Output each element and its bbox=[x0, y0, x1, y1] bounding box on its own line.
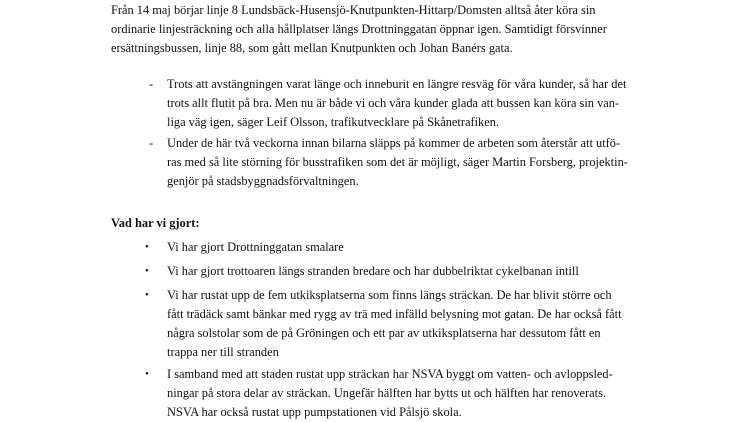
list-line: I samband med att staden rustat upp sträckan har NSVA byggt om vatten- och avloppsled- bbox=[167, 367, 613, 381]
list-line: NSVA har också rustat upp pumpstationen vid Pålsjö skola. bbox=[167, 405, 462, 419]
list-item-text bbox=[167, 365, 717, 422]
quote-line: Under de här två veckorna innan bilarna släpps på kommer de arbeten som återstår att utfö- bbox=[167, 136, 621, 150]
intro-line: Från 14 maj börjar linje 8 Lundsbäck-Husensjö-Knutpunkten-Hittarp/Domsten alltså åter köra sin bbox=[111, 3, 596, 17]
section-heading: Vad har vi gjort: bbox=[111, 216, 200, 230]
bullet-marker: • bbox=[145, 241, 149, 253]
list-line: ningar på stora delar av sträckan. Ungefär hälften har bytts ut och hälften har renoverats. bbox=[167, 386, 606, 400]
list-line: Vi har gjort Drottninggatan smalare bbox=[167, 240, 344, 254]
list-item-text bbox=[167, 238, 717, 257]
list-item-text bbox=[167, 286, 717, 362]
bullet-marker: • bbox=[145, 368, 149, 380]
quote-line: genjör på stadsbyggnadsförvaltningen. bbox=[167, 174, 359, 188]
bullet-marker: • bbox=[145, 265, 149, 277]
quote-line: Trots att avstängningen varat länge och inneburit en längre resväg för våra kunder, så har det bbox=[167, 77, 627, 91]
list-line: några solstolar som de på Gröningen och ett par av utkiksplatserna har dessutom fått en bbox=[167, 326, 601, 340]
bullet-marker: • bbox=[145, 289, 149, 301]
dash-marker: - bbox=[149, 136, 154, 150]
list-line: Vi har gjort trottoaren längs stranden bredare och har dubbelriktat cykelbanan intill bbox=[167, 264, 579, 278]
intro-line: ersättningsbussen, linje 88, som gått mellan Knutpunkten och Johan Banérs gata. bbox=[111, 41, 513, 55]
quote-line: liga väg igen, säger Leif Olsson, trafikutvecklare på Skånetrafiken. bbox=[167, 115, 500, 129]
intro-paragraph bbox=[111, 1, 731, 58]
intro-line: ordinarie linjesträckning och alla hållplatser längs Drottninggatan öppnar igen. Samtidigt försvinner bbox=[111, 22, 607, 36]
quote-line: ras med så lite störning för busstrafiken som det är möjligt, säger Martin Forsberg, projektin- bbox=[167, 155, 628, 169]
list-line: trappa ner till stranden bbox=[167, 345, 279, 359]
quote-text bbox=[167, 134, 717, 191]
quote-line: trots allt flutit på bra. Men nu är både vi och våra kunder glada att bussen kan köra sin van- bbox=[167, 96, 620, 110]
dash-marker: - bbox=[149, 77, 154, 91]
list-item-text bbox=[167, 262, 717, 281]
list-line: Vi har rustat upp de fem utkiksplatserna som finns längs sträckan. De har blivit större och bbox=[167, 288, 612, 302]
list-line: fått trädäck samt bänkar med rygg av trä med infälld belysning mot gatan. De har också fått bbox=[167, 307, 622, 321]
quote-text bbox=[167, 75, 717, 132]
